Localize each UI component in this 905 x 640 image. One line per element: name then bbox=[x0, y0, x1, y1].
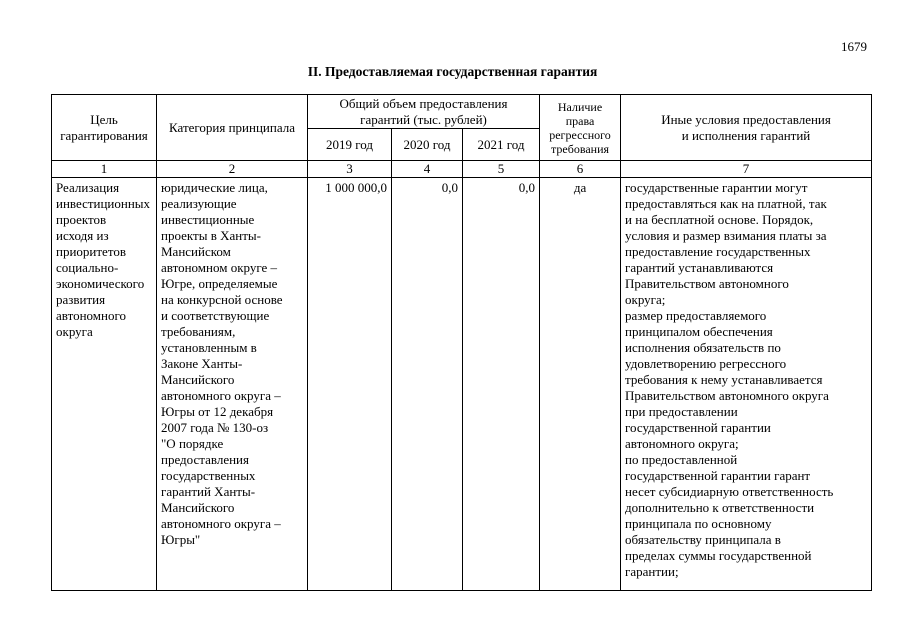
header-category: Категория принципала bbox=[157, 95, 308, 161]
cell-value-2020: 0,0 bbox=[392, 178, 463, 591]
header-year-2021: 2021 год bbox=[463, 129, 540, 161]
cell-recourse: да bbox=[540, 178, 621, 591]
column-number: 7 bbox=[621, 161, 872, 178]
column-number: 2 bbox=[157, 161, 308, 178]
column-number: 1 bbox=[52, 161, 157, 178]
cell-value-2021: 0,0 bbox=[463, 178, 540, 591]
table-row bbox=[52, 178, 872, 591]
column-number: 3 bbox=[308, 161, 392, 178]
column-number: 5 bbox=[463, 161, 540, 178]
cell-other-conditions: государственные гарантии могут предоставляться как на платной, так и на бесплатной основе. Порядок, условия и размер взимания платы за предоставление государственных гарантий устанавливаются Правительством автономного округа; размер предоставляемого принципалом обеспечения исполнения обязательств по удовлетворению регрессного требования к нему устанавливается Правительством автономного округа при предоставлении государственной гарантии автономного округа; по предоставленной государственной гарантии гарант несет субсидиарную ответственность дополнительно к ответственности принципала по основному обязательству принципала в пределах суммы государственной гарантии; bbox=[621, 178, 872, 591]
column-numbers-row bbox=[52, 161, 872, 178]
column-number: 4 bbox=[392, 161, 463, 178]
header-year-2020: 2020 год bbox=[392, 129, 463, 161]
header-year-2019: 2019 год bbox=[308, 129, 392, 161]
header-recourse: Наличие права регрессного требования bbox=[540, 95, 621, 161]
page-number: 1679 bbox=[841, 39, 867, 54]
column-number: 6 bbox=[540, 161, 621, 178]
cell-category: юридические лица, реализующие инвестиционные проекты в Ханты- Мансийском автономном округе – Югре, определяемые на конкурсной основе и соответствующие требованиям, установленным в Законе Ханты- Мансийского автономного округа – Югры от 12 декабря 2007 года № 130-оз "О порядке предоставления государственных гарантий Ханты- Мансийского автономного округа – Югры" bbox=[157, 178, 308, 591]
cell-value-2019: 1 000 000,0 bbox=[308, 178, 392, 591]
section-title: II. Предоставляемая государственная гарантия bbox=[307, 64, 598, 79]
header-goal: Цель гарантирования bbox=[52, 95, 157, 161]
header-volume: Общий объем предоставления гарантий (тыс. рублей) bbox=[308, 95, 540, 129]
cell-goal: Реализация инвестиционных проектов исходя из приоритетов социально- экономического развития автономного округа bbox=[52, 178, 157, 591]
header-other-conditions: Иные условия предоставления и исполнения гарантий bbox=[621, 95, 872, 161]
guarantee-table bbox=[51, 94, 872, 591]
